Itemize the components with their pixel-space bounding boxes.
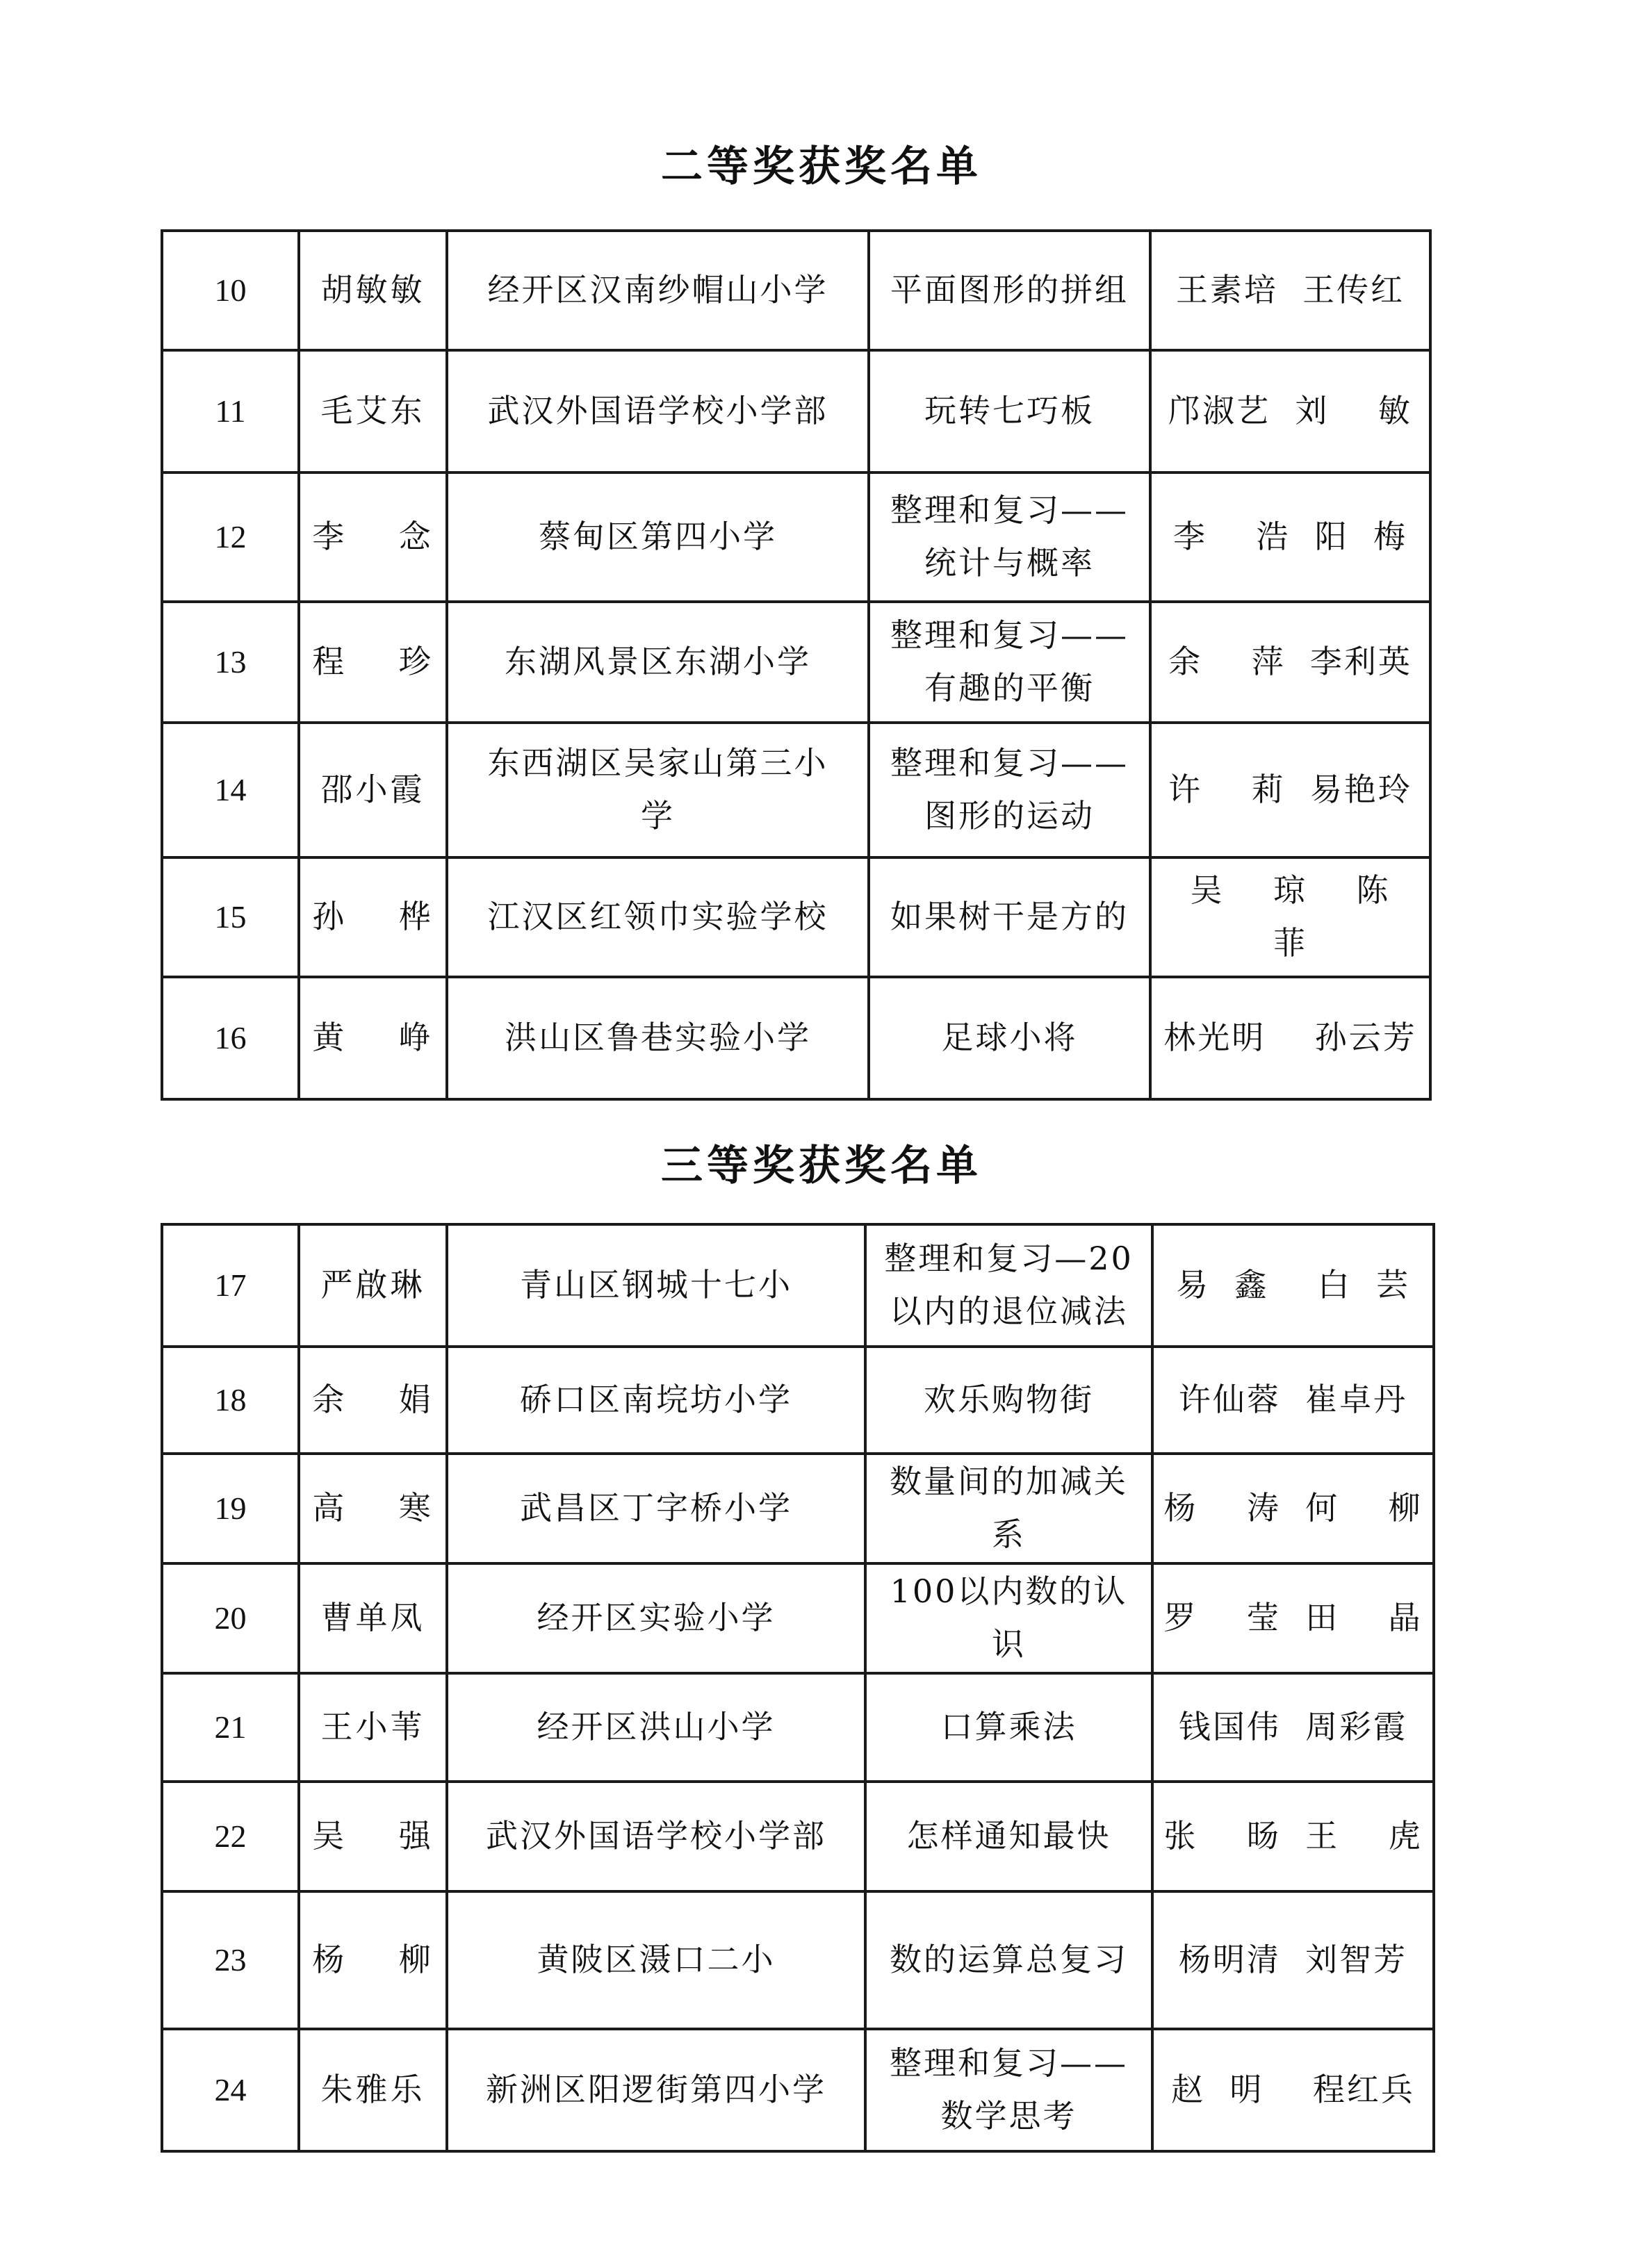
- school-name: 经开区洪山小学: [447, 1673, 865, 1782]
- table-row: [162, 723, 1430, 857]
- lesson-title: 整理和复习—— 统计与概率: [869, 472, 1150, 602]
- third-prize-table: [161, 1223, 1435, 2153]
- row-number: 10: [162, 231, 299, 350]
- advisor-teachers: 赵 明 程红兵: [1152, 2029, 1434, 2151]
- advisor-teachers: 王素培 王传红: [1150, 231, 1430, 350]
- table-row: [162, 1673, 1434, 1782]
- table-row: [162, 1224, 1434, 1347]
- winner-name: 李 念: [299, 472, 447, 602]
- school-name: 经开区实验小学: [447, 1563, 865, 1673]
- advisor-teachers: 余 萍 李利英: [1150, 602, 1430, 723]
- row-number: 18: [162, 1347, 299, 1454]
- advisor-teachers: 张 旸 王 虎: [1152, 1782, 1434, 1891]
- row-number: 19: [162, 1454, 299, 1563]
- table-row: [162, 1891, 1434, 2029]
- table-row: [162, 472, 1430, 602]
- lesson-title: 如果树干是方的: [869, 857, 1150, 977]
- winner-name: 毛艾东: [299, 350, 447, 472]
- row-number: 12: [162, 472, 299, 602]
- school-name: 黄陂区滠口二小: [447, 1891, 865, 2029]
- second-prize-title: 二等奖获奖名单: [661, 142, 982, 191]
- advisor-teachers: 杨 涛 何 柳: [1152, 1454, 1434, 1563]
- school-name: 东湖风景区东湖小学: [447, 602, 869, 723]
- school-name: 新洲区阳逻街第四小学: [447, 2029, 865, 2151]
- row-number: 16: [162, 977, 299, 1099]
- table-row: [162, 1782, 1434, 1891]
- advisor-teachers: 罗 莹 田 晶: [1152, 1563, 1434, 1673]
- row-number: 24: [162, 2029, 299, 2151]
- lesson-title: 足球小将: [869, 977, 1150, 1099]
- school-name: 硚口区南垸坊小学: [447, 1347, 865, 1454]
- lesson-title: 100以内数的认 识: [865, 1563, 1152, 1673]
- school-name: 经开区汉南纱帽山小学: [447, 231, 869, 350]
- row-number: 20: [162, 1563, 299, 1673]
- winner-name: 杨 柳: [299, 1891, 447, 2029]
- advisor-teachers: 易 鑫 白 芸: [1152, 1224, 1434, 1347]
- advisor-teachers: 许 莉 易艳玲: [1150, 723, 1430, 857]
- school-name: 东西湖区吴家山第三小 学: [447, 723, 869, 857]
- table-row: [162, 1347, 1434, 1454]
- advisor-teachers: 杨明清 刘智芳: [1152, 1891, 1434, 2029]
- school-name: 洪山区鲁巷实验小学: [447, 977, 869, 1099]
- winner-name: 胡敏敏: [299, 231, 447, 350]
- winner-name: 黄 峥: [299, 977, 447, 1099]
- lesson-title: 口算乘法: [865, 1673, 1152, 1782]
- advisor-teachers: 李 浩 阳 梅: [1150, 472, 1430, 602]
- lesson-title: 整理和复习—— 数学思考: [865, 2029, 1152, 2151]
- lesson-title: 平面图形的拼组: [869, 231, 1150, 350]
- winner-name: 王小苇: [299, 1673, 447, 1782]
- lesson-title: 欢乐购物街: [865, 1347, 1152, 1454]
- table-row: [162, 857, 1430, 977]
- winner-name: 邵小霞: [299, 723, 447, 857]
- winner-name: 严啟琳: [299, 1224, 447, 1347]
- advisor-teachers: 吴 琼 陈 菲: [1150, 857, 1430, 977]
- school-name: 蔡甸区第四小学: [447, 472, 869, 602]
- winner-name: 吴 强: [299, 1782, 447, 1891]
- table-row: [162, 350, 1430, 472]
- advisor-teachers: 林光明 孙云芳: [1150, 977, 1430, 1099]
- lesson-title: 数的运算总复习: [865, 1891, 1152, 2029]
- lesson-title: 数量间的加减关 系: [865, 1454, 1152, 1563]
- school-name: 武汉外国语学校小学部: [447, 1782, 865, 1891]
- school-name: 江汉区红领巾实验学校: [447, 857, 869, 977]
- row-number: 11: [162, 350, 299, 472]
- lesson-title: 玩转七巧板: [869, 350, 1150, 472]
- row-number: 14: [162, 723, 299, 857]
- lesson-title: 怎样通知最快: [865, 1782, 1152, 1891]
- row-number: 22: [162, 1782, 299, 1891]
- winner-name: 高 寒: [299, 1454, 447, 1563]
- table-row: [162, 231, 1430, 350]
- advisor-teachers: 邝淑艺 刘 敏: [1150, 350, 1430, 472]
- lesson-title: 整理和复习—— 图形的运动: [869, 723, 1150, 857]
- table-row: [162, 2029, 1434, 2151]
- table-row: [162, 1563, 1434, 1673]
- row-number: 15: [162, 857, 299, 977]
- school-name: 青山区钢城十七小: [447, 1224, 865, 1347]
- winner-name: 程 珍: [299, 602, 447, 723]
- lesson-title: 整理和复习—— 有趣的平衡: [869, 602, 1150, 723]
- lesson-title: 整理和复习—20 以内的退位减法: [865, 1224, 1152, 1347]
- school-name: 武汉外国语学校小学部: [447, 350, 869, 472]
- advisor-teachers: 许仙蓉 崔卓丹: [1152, 1347, 1434, 1454]
- winner-name: 余 娟: [299, 1347, 447, 1454]
- advisor-teachers: 钱国伟 周彩霞: [1152, 1673, 1434, 1782]
- table-row: [162, 1454, 1434, 1563]
- winner-name: 孙 桦: [299, 857, 447, 977]
- row-number: 17: [162, 1224, 299, 1347]
- second-prize-table: [161, 229, 1432, 1101]
- row-number: 23: [162, 1891, 299, 2029]
- row-number: 13: [162, 602, 299, 723]
- school-name: 武昌区丁字桥小学: [447, 1454, 865, 1563]
- row-number: 21: [162, 1673, 299, 1782]
- third-prize-title: 三等奖获奖名单: [661, 1142, 982, 1190]
- winner-name: 曹单凤: [299, 1563, 447, 1673]
- table-row: [162, 602, 1430, 723]
- winner-name: 朱雅乐: [299, 2029, 447, 2151]
- table-row: [162, 977, 1430, 1099]
